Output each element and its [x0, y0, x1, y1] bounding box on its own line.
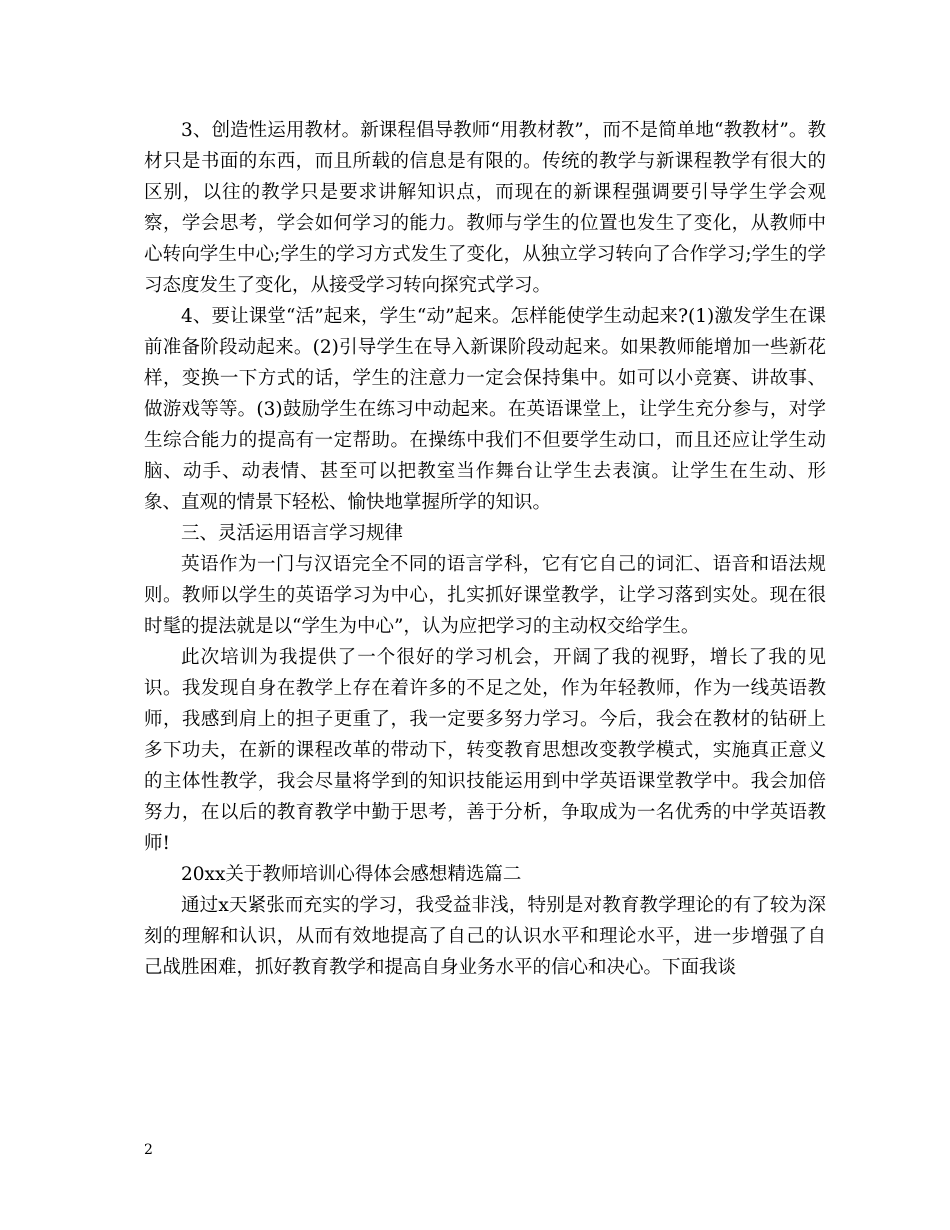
article-subtitle: 20xx关于教师培训心得体会感想精选篇二 [181, 864, 522, 885]
document-body [144, 115, 826, 983]
paragraph-item-3: 3、创造性运用教材。新课程倡导教师“用教材教”，而不是简单地“教教材”。教材只是书面的东西，而且所载的信息是有限的。传统的教学与新课程教学有很大的区别，以往的教学只是要求讲解知识点，而现在的新课程强调要引导学生学会观察，学会思考，学会如何学习的能力。教师与学生的位置也发生了变化，从教师中心转向学生中心;学生的学习方式发生了变化，从独立学习转向了合作学习;学生的学习态度发生了变化，从接受学习转向探究式学习。 [144, 120, 826, 296]
paragraph-part-two-intro: 通过x天紧张而充实的学习，我受益非浅，特别是对教育教学理论的有了较为深刻的理解和认识，从而有效地提高了自己的认识水平和理论水平，进一步增强了自己战胜困难，抓好教育教学和提高自身业务水平的信心和决心。下面我谈 [144, 895, 826, 978]
paragraph-item-4: 4、要让课堂“活”起来，学生“动”起来。怎样能使学生动起来?(1)激发学生在课前准备阶段动起来。(2)引导学生在导入新课阶段动起来。如果教师能增加一些新花样，变换一下方式的话，学生的注意力一定会保持集中。如可以小竞赛、讲故事、做游戏等等。(3)鼓励学生在练习中动起来。在英语课堂上，让学生充分参与，对学生综合能力的提高有一定帮助。在操练中我们不但要学生动口，而且还应让学生动脑、动手、动表情、甚至可以把教室当作舞台让学生去表演。让学生在生动、形象、直观的情景下轻松、愉快地掌握所学的知识。 [144, 306, 826, 513]
section-heading: 三、灵活运用语言学习规律 [181, 523, 404, 544]
paragraph-english-rules: 英语作为一门与汉语完全不同的语言学科，它有它自己的词汇、语音和语法规则。教师以学生的英语学习为中心，扎实抓好课堂教学，让学习落到实处。现在很时髦的提法就是以“学生为中心”，认为应把学习的主动权交给学生。 [144, 554, 826, 637]
page-number: 2 [144, 1142, 153, 1158]
paragraph-training-reflection: 此次培训为我提供了一个很好的学习机会，开阔了我的视野，增长了我的见识。我发现自身在教学上存在着许多的不足之处，作为年轻教师，作为一线英语教师，我感到肩上的担子更重了，我一定要多努力学习。今后，我会在教材的钻研上多下功夫，在新的课程改革的带动下，转变教育思想改变教学模式，实施真正意义的主体性教学，我会尽量将学到的知识技能运用到中学英语课堂教学中。我会加倍努力，在以后的教育教学中勤于思考，善于分析，争取成为一名优秀的中学英语教师! [144, 647, 826, 854]
